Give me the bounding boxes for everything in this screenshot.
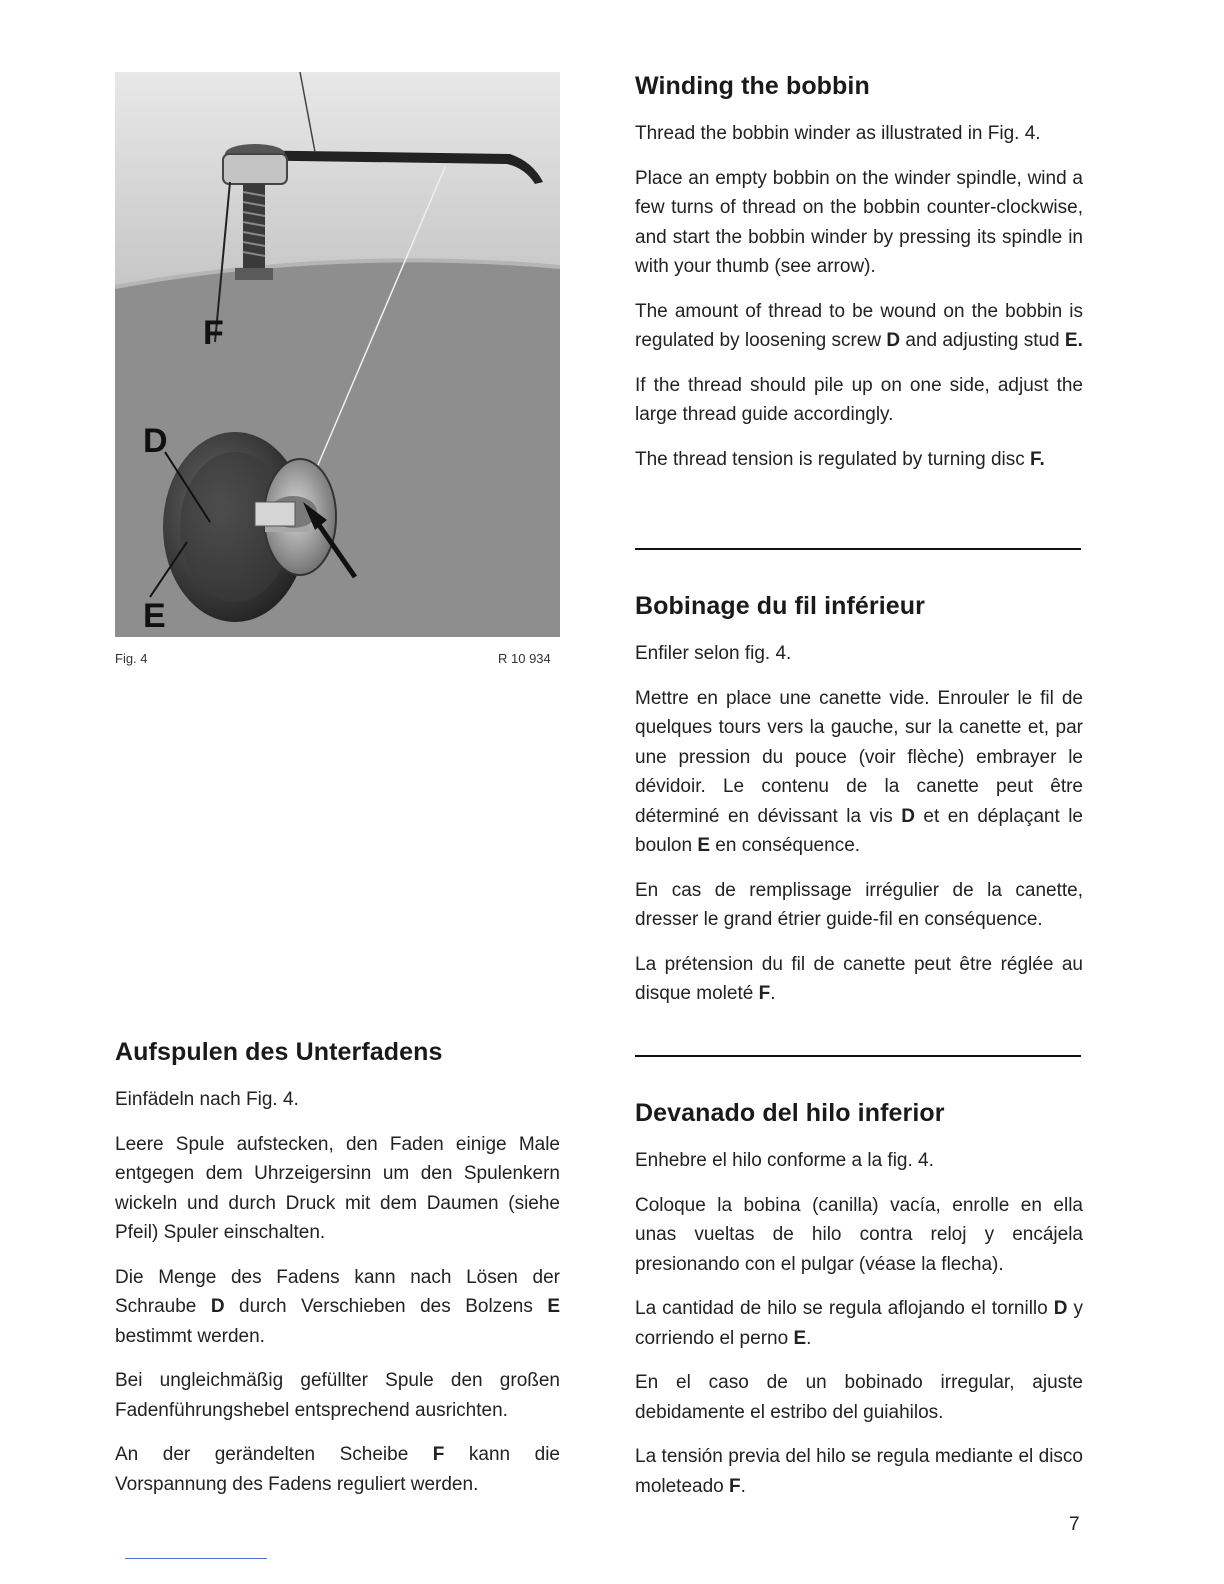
label-d: D (143, 422, 168, 460)
german-section (115, 1038, 560, 1514)
figure-4-photo (115, 72, 560, 637)
spanish-p4: En el caso de un bobinado irregular, ajuste debidamente el estribo del guiahilos. (635, 1372, 1083, 1423)
spanish-p1: Enhebre el hilo conforme a la fig. 4. (635, 1150, 934, 1171)
english-section (635, 72, 1083, 489)
german-p4: Bei ungleichmäßig gefüllter Spule den großen Fadenführungshebel entsprechend ausrichten. (115, 1370, 560, 1421)
section-divider (635, 548, 1081, 550)
french-p4: La prétension du fil de canette peut être réglée au disque moleté F. (635, 953, 1083, 1004)
figure-caption: Fig. 4 (115, 651, 148, 666)
spanish-heading: Devanado del hilo inferior (635, 1099, 945, 1127)
figure-reference: R 10 934 (498, 651, 551, 666)
section-divider (635, 1055, 1081, 1057)
spanish-section (635, 1099, 1083, 1516)
german-p5: An der gerändelten Scheibe F kann die Vorspannung des Fadens reguliert werden. (115, 1444, 560, 1495)
french-p3: En cas de remplissage irrégulier de la canette, dresser le grand étrier guide-fil en conséquence. (635, 879, 1083, 930)
english-p3: The amount of thread to be wound on the bobbin is regulated by loosening screw D and adjusting stud E. (635, 300, 1083, 351)
english-p5: The thread tension is regulated by turning disc F. (635, 448, 1045, 470)
english-p4: If the thread should pile up on one side, adjust the large thread guide accordingly. (635, 374, 1083, 425)
french-heading: Bobinage du fil inférieur (635, 592, 926, 620)
english-p1: Thread the bobbin winder as illustrated in Fig. 4. (635, 123, 1041, 144)
english-heading: Winding the bobbin (635, 72, 870, 100)
spanish-p5: La tensión previa del hilo se regula mediante el disco moleteado F. (635, 1446, 1083, 1497)
german-p3: Die Menge des Fadens kann nach Lösen der Schraube D durch Verschieben des Bolzens E bestimmt werden. (115, 1266, 560, 1347)
french-p1: Enfiler selon fig. 4. (635, 643, 792, 664)
german-heading: Aufspulen des Unterfadens (115, 1038, 443, 1066)
page-number: 7 (1069, 1514, 1080, 1535)
label-e: E (143, 597, 166, 635)
french-section (635, 592, 1083, 1024)
spanish-p2: Coloque la bobina (canilla) vacía, enrolle en ella unas vueltas de hilo contra reloj y encájela presionando con el pulgar (véase la flecha). (635, 1194, 1083, 1275)
french-p2: Mettre en place une canette vide. Enrouler le fil de quelques tours vers la gauche, sur la canette et, par une pression du pouce (voir flèche) embrayer le dévidoir. Le contenu de la canette peut être déterminé en dévissant la vis D et en déplaçant le boulon E en conséquence. (635, 687, 1083, 856)
footer-line (125, 1558, 267, 1559)
german-p2: Leere Spule aufstecken, den Faden einige Male entgegen dem Uhrzeigersinn um den Spulenkern wickeln und durch Druck mit dem Daumen (siehe Pfeil) Spuler einschalten. (115, 1133, 560, 1243)
label-f: F (203, 314, 224, 352)
german-p1: Einfädeln nach Fig. 4. (115, 1089, 299, 1110)
spanish-p3: La cantidad de hilo se regula aflojando el tornillo D y corriendo el perno E. (635, 1298, 1084, 1349)
english-p2: Place an empty bobbin on the winder spindle, wind a few turns of thread on the bobbin counter-clockwise, and start the bobbin winder by pressing its spindle in with your thumb (see arrow). (635, 167, 1083, 277)
